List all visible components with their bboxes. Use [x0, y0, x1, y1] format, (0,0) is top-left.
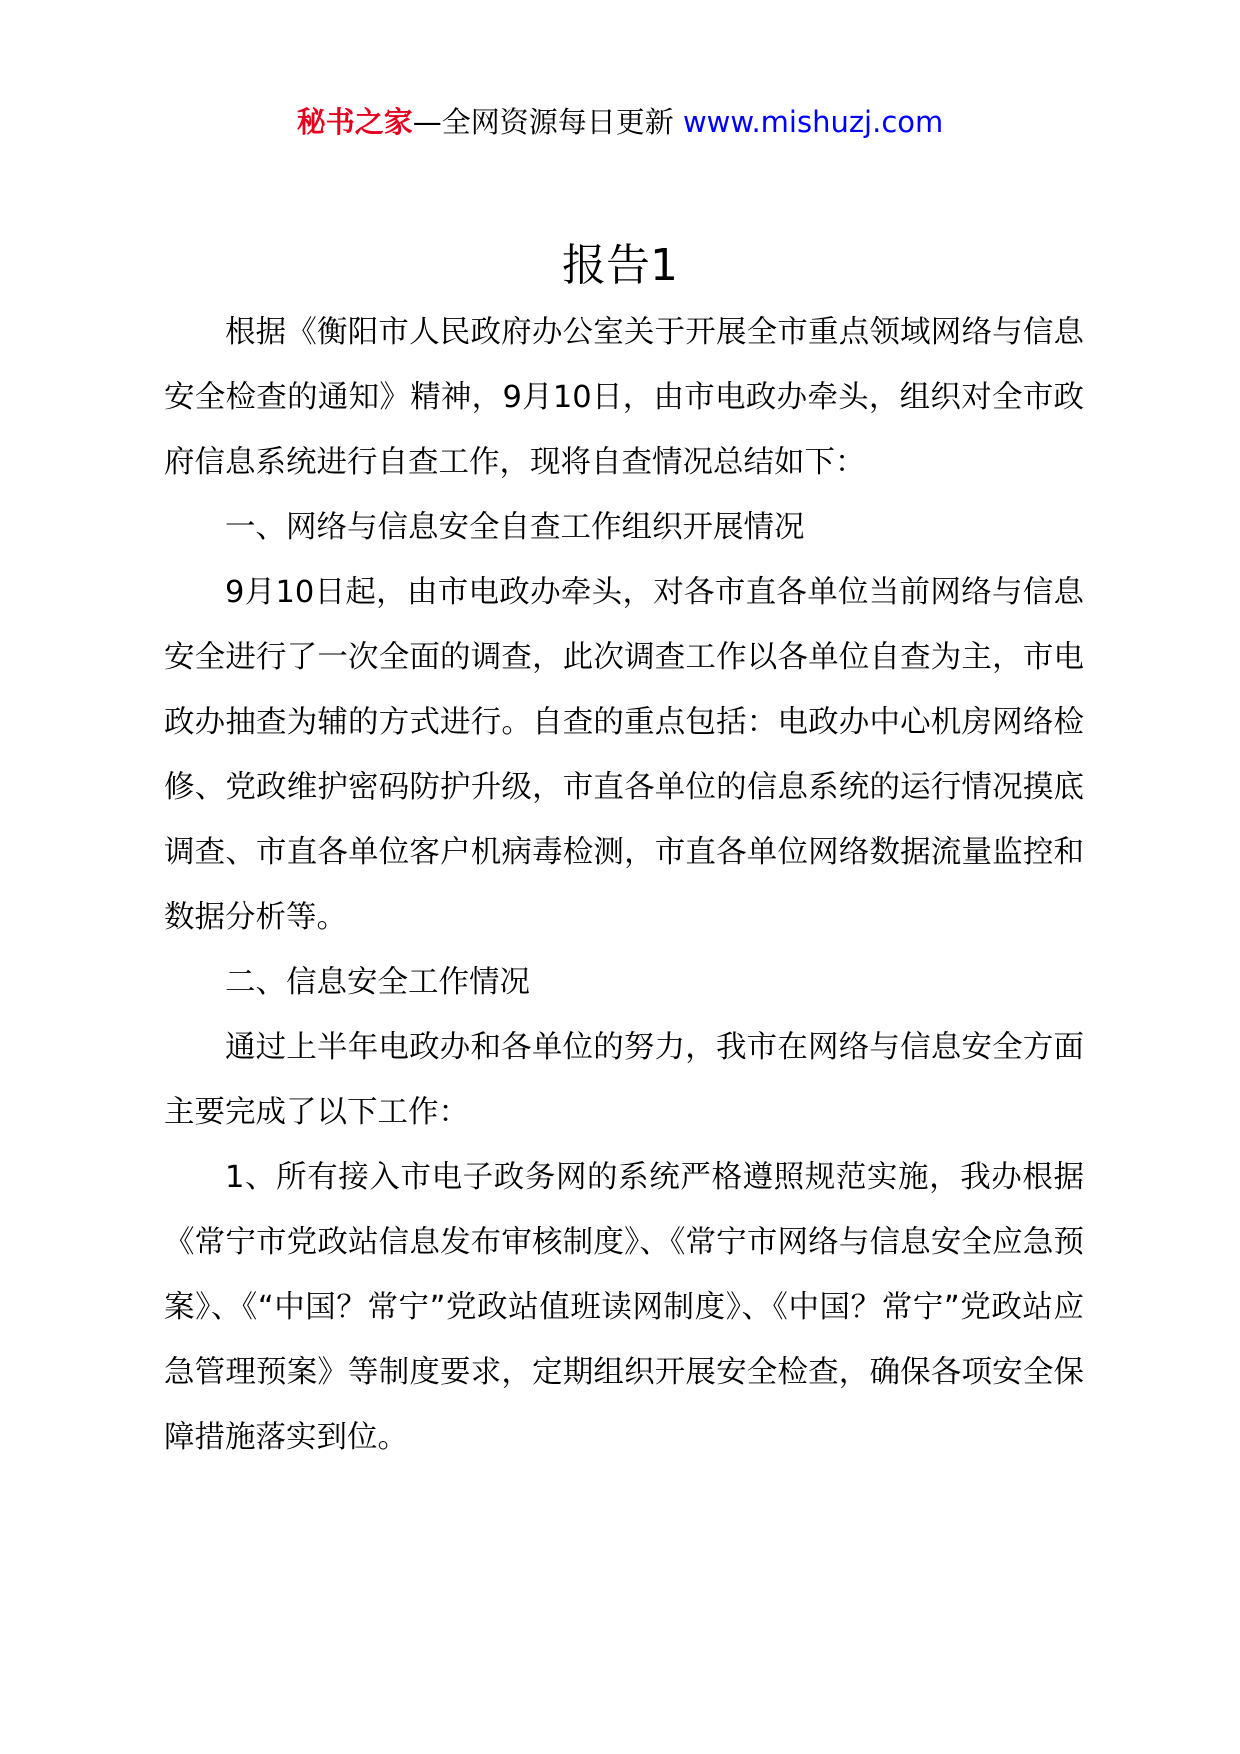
section-heading-1: 一、网络与信息安全自查工作组织开展情况: [225, 510, 805, 545]
paragraph-section-2-intro: 通过上半年电政办和各单位的努力，我市在网络与信息安全方面主要完成了以下工作：: [164, 1030, 1084, 1130]
document-title: 报告1: [562, 240, 678, 291]
site-url-link[interactable]: www.mishuzj.com: [682, 105, 944, 139]
paragraph-item-1: 1、所有接入市电子政务网的系统严格遵照规范实施，我办根据《常宁市党政站信息发布审核制度》、《常宁市网络与信息安全应急预案》、《“中国？常宁”党政站值班读网制度》、《中国？常宁”党政站应急管理预案》等制度要求，定期组织开展安全检查，确保各项安全保障措施落实到位。: [164, 1160, 1084, 1455]
page-header: [0, 102, 1240, 142]
header-tagline: —全网资源每日更新: [412, 105, 683, 139]
brand-name: 秘书之家: [296, 105, 413, 139]
section-heading-2: 二、信息安全工作情况: [225, 965, 530, 1000]
paragraph-intro: 根据《衡阳市人民政府办公室关于开展全市重点领域网络与信息安全检查的通知》精神，9月10日，由市电政办牵头，组织对全市政府信息系统进行自查工作，现将自查情况总结如下：: [164, 315, 1084, 480]
paragraph-section-1: 9月10日起，由市电政办牵头，对各市直各单位当前网络与信息安全进行了一次全面的调查，此次调查工作以各单位自查为主，市电政办抽查为辅的方式进行。自查的重点包括：电政办中心机房网络检修、党政维护密码防护升级，市直各单位的信息系统的运行情况摸底调查、市直各单位客户机病毒检测，市直各单位网络数据流量监控和数据分析等。: [164, 575, 1084, 935]
document-body: [164, 300, 1084, 1470]
